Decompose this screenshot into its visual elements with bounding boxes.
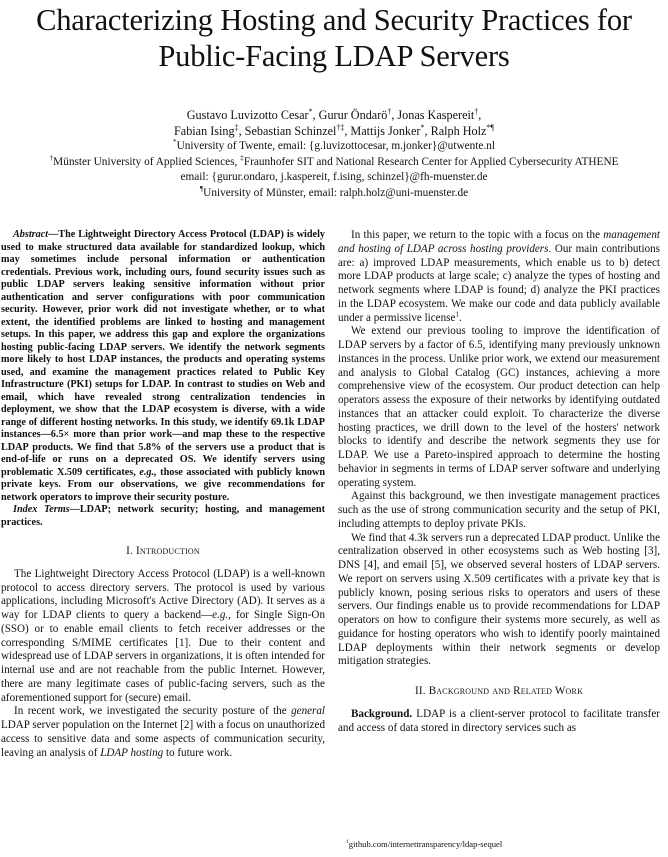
paragraph-label: Background. [351,707,413,720]
footnote-reference[interactable]: 1 [455,309,459,318]
section-title: Background and Related Work [428,685,584,697]
author-name: , Mattijs Jonker [344,124,421,139]
abstract [1,229,325,529]
affiliation-muenster-fraunhofer [0,155,668,171]
author-line-1 [0,107,668,123]
text: for Single Sign-On (SSO) or to enable email clients to fetch receiver addresses or the corresponding S/MIME certificates [1]. Due to their content and widespread use of LDAP servers in organizations, it is often intended for internal use and are not reachable from the public Internet. However, there are many legitimate cases of public-facing servers, such as the aforementioned support for (secure) email. [1,609,325,704]
text: In this paper, we return to the topic with a focus on the [351,229,604,241]
section-title: Introduction [135,545,200,557]
index-terms [1,504,325,529]
footnote-mark: 1 [346,839,349,846]
text: to future work. [163,746,233,759]
section-heading-background [338,685,660,699]
affiliation-mark: * [172,137,177,147]
author-name: , Jonas Kaspereit [391,108,475,122]
title-line-2: Public-Facing LDAP Servers [158,39,510,73]
affiliation-mark: ‡ [234,123,239,133]
author-name: Fabian Ising [174,124,235,139]
affiliation-text: Münster University of Applied Sciences, [53,155,241,168]
section-number: II. [414,685,429,697]
affiliation-uni-muenster [0,186,668,202]
intro-paragraph-1 [1,568,325,706]
affiliation-fh-email: email: {gurur.ondaro, j.kaspereit, f.ising, schinzel}@fh-muenster.de [180,171,488,184]
affiliation-mark: †‡ [336,123,345,133]
abstract-paragraph [1,229,325,504]
footnote [346,839,502,849]
text: . Our main contributions are: a) improved LDAP measurements, which enable us to b) detect more LDAP products at large scale; c) analyze the types of hosting and network segments where LDAP is found; d) analyze the PKI practices in the LDAP ecosystem. We make our code and data publicly available under a permissive license [338,242,661,324]
author-name: , Sebastian Schinzel [238,124,337,139]
author-name: Gustavo Luvizotto Cesar [186,108,309,122]
text: In recent work, we investigated the security posture of the [14,705,292,718]
section-heading-introduction [1,545,325,559]
text: . [458,311,462,324]
text-italic: e.g., [212,609,231,621]
author-block [0,107,668,201]
title-line-1: Characterizing Hosting and Security Practices for [36,3,632,37]
affiliation-mark: ‡ [240,153,244,163]
author-line-2 [0,123,668,139]
affiliation-text: Fraunhofer SIT and National Research Center for Applied Cybersecurity ATHENE [243,155,619,168]
author-name: , Gurur Öndarö [312,108,388,122]
text: The Lightweight Directory Access Protocol (LDAP) is a well-known protocol to access directory servers. The protocol is used by various applications, including Microsoft's Active Directory (AD). It serves as a way for LDAP clients to query a backend— [1,567,325,621]
abstract-text: —The Lightweight Directory Access Protocol (LDAP) is widely used to make structured data available for standardized lookup, which may sometimes include personal information or authentication credentials. Previous work, including ours, found security issues such as public LDAP servers leaking sensitive information without prior authentication and server configurations with poor communication security. However, prior work did not investigate whether, or to what extent, the identified problems are linked to hosting and management setups. In this paper, we address this gap and explore the organizations hosting public-facing LDAP servers. We identify the network segments more likely to host LDAP instances, the products and operating systems used, and examine the management practices related to Public Key Infrastructure (PKI) setups for LDAP. In contrast to studies on Web and email, which have revealed strong centralization tendencies in deployment, we show that the LDAP ecosystem is diverse, with a wide range of different hosting networks. In this study, we identify 69.1k LDAP instances—6.5× more than prior work—and map these to the respective LDAP products. We find that 5.8% of the servers use a product that is end-of-life or runs on a deprecated OS. We identify servers using problematic X.509 certificates, [1,229,325,478]
text-italic: general [291,705,325,718]
intro-paragraph-3 [338,229,660,325]
affiliation-mark: * [420,123,425,133]
author-name: , Ralph Holz [424,124,487,139]
affiliation-text: University of Twente, email: {g.luvizottocesar, m.jonker}@utwente.nl [176,140,496,153]
text-italic: management and hosting of LDAP across hosting providers [338,229,660,255]
index-terms-label: Index Terms [13,504,70,515]
intro-paragraph-6: We find that 4.3k servers run a deprecated LDAP product. Unlike the centralization observed in other ecosystems such as Web hosting [3], DNS [4], and email [5], we observed several hosters of LDAP servers. We report on servers using X.509 certificates with a private key that is publicly known, posing serious risks to operators and users of these servers. Our findings enable us to provide recommendations for LDAP operators on how to configure their systems more securely, as well as guidance for hosting operators who wish to identify poorly maintained LDAP deployments within their network segments or develop mitigation strategies. [338,531,660,668]
intro-paragraph-4: We extend our previous tooling to improve the identification of LDAP servers by a factor of 6.5, identifying many previously unknown instances in the process. Unlike prior work, we extend our measurement and analysis to Global Catalog (GC) instances, achieving a more comprehensive view of the ecosystem. Our product detection can help operators assess the exposure of their networks by identifying outdated instances that an attacker could exploit. To characterize the diverse hosting practices, we drill down to the level of the hosters' network blocks to identify and describe the network segments they use for LDAP. We use a Pareto-inspired approach to determine the hosting behavior in segments in terms of LDAP server software and underlying operating system. [338,325,660,489]
intro-paragraph-5: Against this background, we then investigate management practices such as the use of strong communication security and the setup of PKI, including attempts to deploy private PKIs. [338,490,660,530]
text: LDAP is a client-server protocol to facilitate transfer and access of data stored in directory services such as [338,707,660,734]
intro-paragraph-2 [1,705,325,760]
affiliation-mark: † [387,106,392,116]
abstract-text-end: those associated with publicly known private keys. From our observations, we give recommendations for network operators to improve their security posture. [1,466,325,503]
index-terms-text: —LDAP; network security; hosting, and management practices. [1,504,325,528]
affiliation-mark: ¶ [199,184,204,194]
right-column [338,229,660,735]
affiliation-mark: *¶ [486,123,494,133]
affiliation-mark: * [308,106,313,116]
text-italic: LDAP hosting [100,746,164,759]
text: LDAP server population on the Internet [2] with a focus on unauthorized access to sensitive data and some aspects of communication security, leaving an analysis of [1,719,325,759]
section-number: I. [126,545,136,557]
affiliation-mark: † [474,106,479,116]
separator: , [478,108,482,122]
left-column [1,229,325,760]
affiliation-mark: † [49,153,54,163]
affiliation-text: University of Münster, email: ralph.holz@uni-muenster.de [203,186,469,199]
footnote-link[interactable]: github.com/internettransparency/ldap-sequel [348,839,503,849]
background-paragraph [338,708,660,736]
abstract-label: Abstract [13,229,49,240]
paper-title [0,2,668,74]
affiliation-twente [0,139,668,155]
abstract-eg: e.g., [139,466,157,478]
